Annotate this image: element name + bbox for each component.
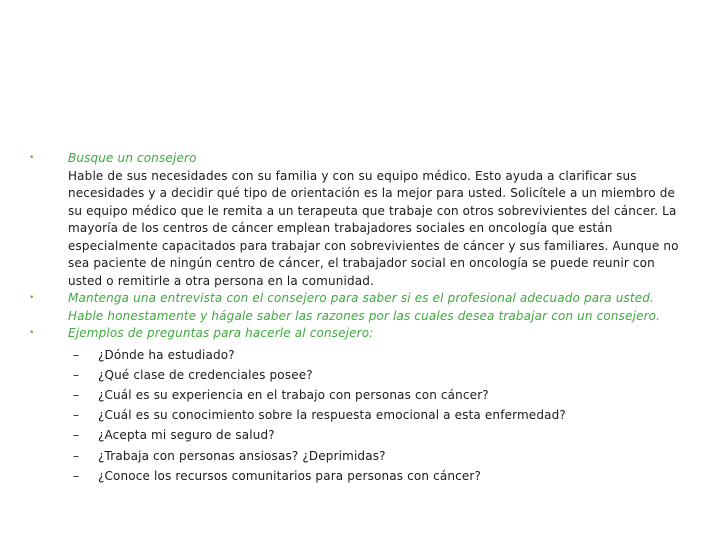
question-item: [28, 466, 688, 486]
bullet-dot-icon: •: [29, 293, 35, 303]
bullet-list: [28, 150, 688, 486]
question-text: ¿Qué clase de credenciales posee?: [98, 367, 313, 382]
question-text: ¿Conoce los recursos comunitarios para personas con cáncer?: [98, 468, 482, 483]
question-text: ¿Cuál es su experiencia en el trabajo con personas con cáncer?: [98, 387, 489, 402]
questions-list: [28, 345, 688, 486]
bullet-item-entrevista: [28, 290, 688, 325]
bullet-body-text: Hable de sus necesidades con su familia y con su equipo médico. Esto ayuda a clarificar sus necesidades y a decidir qué tipo de orientación es la mejor para usted. Solicítele a un miembro de su equipo médico que le remita a un terapeuta que trabaje con otros sobrevivientes del cáncer. La mayoría de los centros de cáncer emplean trabajadores sociales en oncología que están especialmente capacitados para trabajar con sobrevivientes de cáncer y sus familiares. Aunque no sea paciente de ningún centro de cáncer, el trabajador social en oncología se puede reunir con usted o remitirle a otra persona en la comunidad.: [68, 168, 679, 288]
bullet-heading: Mantenga una entrevista con el consejero para saber si es el profesional adecuado para usted. Hable honestamente y hágale saber las razones por las cuales desea trabajar con un consejero.: [68, 291, 661, 323]
question-item: [28, 345, 688, 365]
bullet-heading: Ejemplos de preguntas para hacerle al consejero:: [68, 326, 374, 340]
dash-icon: –: [73, 448, 80, 463]
question-text: ¿Cuál es su conocimiento sobre la respuesta emocional a esta enfermedad?: [98, 408, 566, 423]
bullet-dot-icon: •: [29, 153, 35, 163]
question-item: [28, 365, 688, 385]
question-text: ¿Dónde ha estudiado?: [98, 347, 235, 362]
bullet-dot-icon: •: [29, 328, 35, 338]
bullet-item-ejemplos-preguntas: [28, 325, 688, 343]
question-item: [28, 405, 688, 425]
bullet-item-busque-consejero: [28, 150, 688, 290]
bullet-heading: Busque un consejero: [68, 151, 197, 165]
dash-icon: –: [73, 468, 80, 483]
dash-icon: –: [73, 408, 80, 423]
question-item: [28, 446, 688, 466]
question-item: [28, 385, 688, 405]
dash-icon: –: [73, 428, 80, 443]
dash-icon: –: [73, 367, 80, 382]
question-text: ¿Acepta mi seguro de salud?: [98, 428, 275, 443]
question-item: [28, 425, 688, 445]
dash-icon: –: [73, 387, 80, 402]
dash-icon: –: [73, 347, 80, 362]
question-text: ¿Trabaja con personas ansiosas? ¿Deprimidas?: [98, 448, 386, 463]
